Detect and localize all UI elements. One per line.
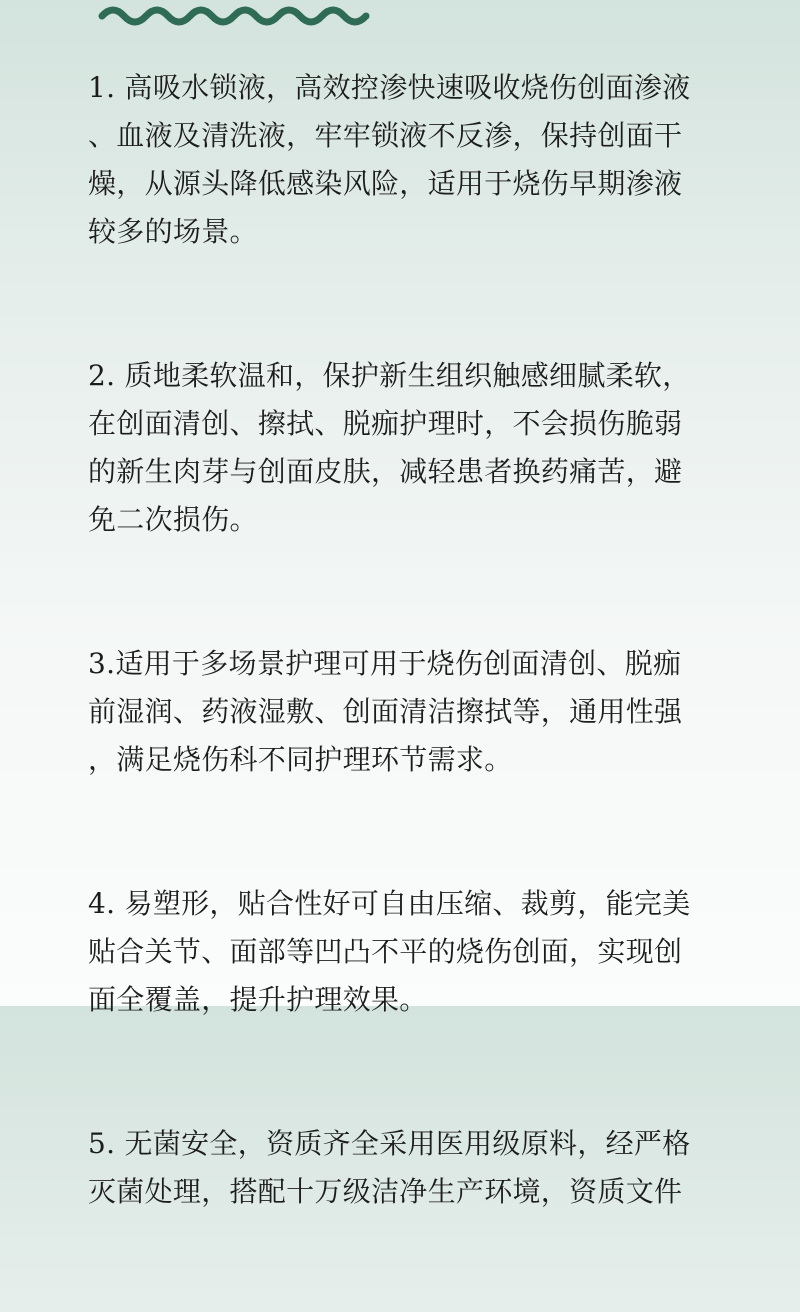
feature-paragraph-1: 1. 高吸水锁液，高效控渗快速吸收烧伤创面渗液 、血液及清洗液，牢牢锁液不反渗，保持创面干 燥，从源头降低感染风险，适用于烧伤早期渗液 较多的场景。: [88, 71, 691, 248]
feature-paragraph-2: 2. 质地柔软温和，保护新生组织触感细腻柔软， 在创面清创、擦拭、脱痂护理时，不会损伤脆弱 的新生肉芽与创面皮肤，减轻患者换药痛苦，避 免二次损伤。: [88, 359, 691, 536]
feature-paragraph-5: 5. 无菌安全，资质齐全采用医用级原料，经严格 灭菌处理，搭配十万级洁净生产环境，资质文件: [88, 1127, 691, 1208]
feature-list: [88, 64, 728, 1312]
feature-paragraph-3: 3.适用于多场景护理可用于烧伤创面清创、脱痂 前湿润、药液湿敷、创面清洁擦拭等，通用性强 ，满足烧伤科不同护理环节需求。: [88, 647, 683, 776]
feature-paragraph-4: 4. 易塑形，贴合性好可自由压缩、裁剪，能完美 贴合关节、面部等凹凸不平的烧伤创面，实现创 面全覆盖，提升护理效果。: [88, 887, 691, 1016]
wave-decoration-icon: [96, 2, 372, 26]
